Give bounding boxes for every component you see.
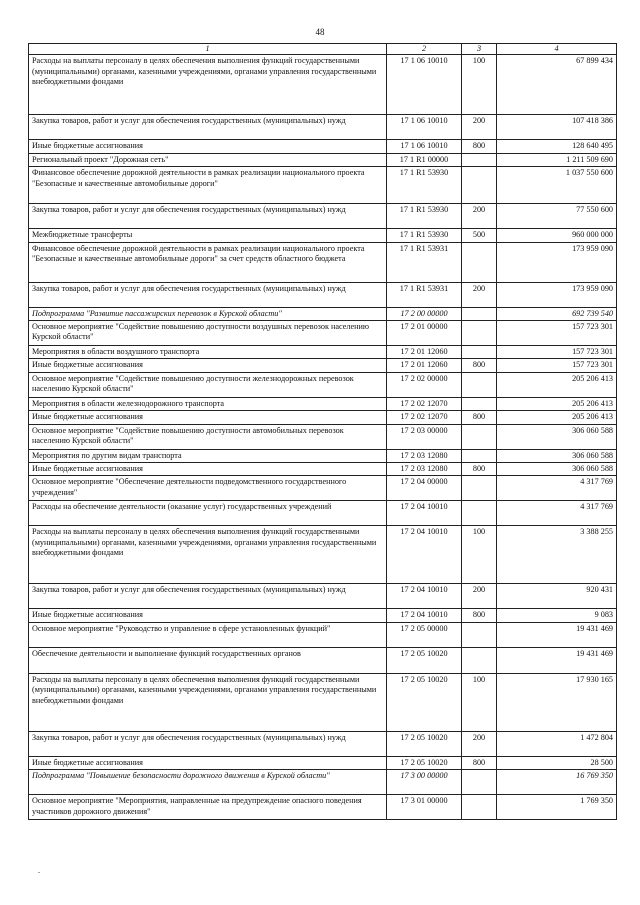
row-name-cell: Основное мероприятие "Обеспечение деятельности подведомственного государственного учреждения" [29,476,387,501]
row-vr-cell: 200 [462,204,497,229]
row-vr-cell [462,397,497,410]
row-code-cell: 17 2 04 10010 [387,584,462,609]
row-code-cell: 17 2 05 10020 [387,647,462,673]
row-amount-cell: 173 959 090 [497,282,617,307]
page-number: 48 [315,27,325,37]
row-amount-cell: 157 723 301 [497,321,617,346]
row-amount-cell: 205 206 413 [497,397,617,410]
footer-mark: . [38,866,40,875]
row-amount-cell: 19 431 469 [497,647,617,673]
row-vr-cell [462,242,497,282]
table-row [29,204,617,229]
row-name-cell: Мероприятия в области воздушного транспорта [29,346,387,359]
row-name-cell: Закупка товаров, работ и услуг для обеспечения государственных (муниципальных) нужд [29,731,387,756]
row-name-cell: Обеспечение деятельности и выполнение функций государственных органов [29,647,387,673]
row-amount-cell: 205 206 413 [497,372,617,397]
row-code-cell: 17 1 R1 53930 [387,229,462,242]
row-name-cell: Межбюджетные трансферты [29,229,387,242]
row-name-cell: Иные бюджетные ассигнования [29,463,387,476]
row-code-cell: 17 2 04 10010 [387,609,462,622]
table-row [29,795,617,820]
row-amount-cell: 77 550 600 [497,204,617,229]
row-amount-cell: 306 060 588 [497,449,617,462]
row-vr-cell: 200 [462,584,497,609]
row-code-cell: 17 3 00 00000 [387,770,462,795]
row-vr-cell: 800 [462,609,497,622]
table-row [29,372,617,397]
table-row [29,55,617,115]
row-vr-cell: 100 [462,526,497,584]
table-row [29,307,617,320]
row-amount-cell: 9 083 [497,609,617,622]
row-code-cell: 17 2 05 10020 [387,756,462,769]
row-amount-cell: 205 206 413 [497,411,617,424]
row-amount-cell: 920 431 [497,584,617,609]
row-amount-cell: 128 640 495 [497,140,617,153]
table-row [29,411,617,424]
row-vr-cell: 800 [462,756,497,769]
row-code-cell: 17 1 06 10010 [387,140,462,153]
row-amount-cell: 157 723 301 [497,359,617,372]
row-amount-cell: 19 431 469 [497,622,617,647]
row-vr-cell: 800 [462,411,497,424]
row-vr-cell [462,501,497,526]
row-vr-cell [462,346,497,359]
row-name-cell: Финансовое обеспечение дорожной деятельности в рамках реализации национального проекта "Безопасные и качественные автомобильные дороги" за счет средств областного бюджета [29,242,387,282]
row-amount-cell: 67 899 434 [497,55,617,115]
table-row [29,153,617,166]
row-code-cell: 17 2 05 00000 [387,622,462,647]
row-code-cell: 17 1 06 10010 [387,115,462,140]
row-code-cell: 17 2 01 00000 [387,321,462,346]
row-name-cell: Расходы на обеспечение деятельности (оказание услуг) государственных учреждений [29,501,387,526]
row-code-cell: 17 2 03 00000 [387,424,462,449]
row-code-cell: 17 1 R1 53931 [387,282,462,307]
row-vr-cell [462,770,497,795]
row-vr-cell [462,795,497,820]
row-amount-cell: 157 723 301 [497,346,617,359]
row-name-cell: Расходы на выплаты персоналу в целях обеспечения выполнения функций государственными (муниципальными) органами, казенными учреждениями, органами управления государственными внебюджетными фондами [29,55,387,115]
row-name-cell: Региональный проект "Дорожная сеть" [29,153,387,166]
row-vr-cell: 200 [462,282,497,307]
row-name-cell: Подпрограмма "Повышение безопасности дорожного движения в Курской области" [29,770,387,795]
row-vr-cell [462,449,497,462]
row-name-cell: Основное мероприятие "Руководство и управление в сфере установленных функций" [29,622,387,647]
row-vr-cell: 800 [462,140,497,153]
row-amount-cell: 17 930 165 [497,673,617,731]
table-row [29,242,617,282]
row-amount-cell: 692 739 540 [497,307,617,320]
row-vr-cell: 500 [462,229,497,242]
row-code-cell: 17 2 03 12080 [387,463,462,476]
row-name-cell: Иные бюджетные ассигнования [29,359,387,372]
row-amount-cell: 16 769 350 [497,770,617,795]
row-code-cell: 17 2 02 12070 [387,397,462,410]
row-name-cell: Закупка товаров, работ и услуг для обеспечения государственных (муниципальных) нужд [29,115,387,140]
header-cell-amount: 4 [497,44,617,55]
row-name-cell: Основное мероприятие "Мероприятия, направленные на предупреждение опасного поведения участников дорожного движения" [29,795,387,820]
row-name-cell: Расходы на выплаты персоналу в целях обеспечения выполнения функций государственными (муниципальными) органами, казенными учреждениями, органами управления государственными внебюджетными фондами [29,673,387,731]
row-vr-cell: 800 [462,463,497,476]
row-name-cell: Основное мероприятие "Содействие повышению доступности железнодорожных перевозок населению Курской области" [29,372,387,397]
row-code-cell: 17 1 R1 00000 [387,153,462,166]
row-amount-cell: 173 959 090 [497,242,617,282]
row-code-cell: 17 2 01 12060 [387,346,462,359]
row-amount-cell: 1 472 804 [497,731,617,756]
table-row [29,346,617,359]
table-row [29,622,617,647]
row-name-cell: Основное мероприятие "Содействие повышению доступности автомобильных перевозок населению Курской области" [29,424,387,449]
table-row [29,770,617,795]
row-name-cell: Закупка товаров, работ и услуг для обеспечения государственных (муниципальных) нужд [29,584,387,609]
row-code-cell: 17 1 R1 53930 [387,167,462,204]
row-amount-cell: 306 060 588 [497,463,617,476]
row-amount-cell: 1 211 509 690 [497,153,617,166]
row-amount-cell: 1 769 350 [497,795,617,820]
table-row [29,526,617,584]
row-vr-cell [462,372,497,397]
table-row [29,424,617,449]
row-name-cell: Расходы на выплаты персоналу в целях обеспечения выполнения функций государственными (муниципальными) органами, казенными учреждениями, органами управления государственными внебюджетными фондами [29,526,387,584]
row-code-cell: 17 2 05 10020 [387,731,462,756]
row-vr-cell: 100 [462,673,497,731]
row-vr-cell: 200 [462,115,497,140]
header-cell-name: 1 [29,44,387,55]
row-code-cell: 17 2 05 10020 [387,673,462,731]
row-code-cell: 17 1 R1 53930 [387,204,462,229]
row-name-cell: Основное мероприятие "Содействие повышению доступности воздушных перевозок населению Курской области" [29,321,387,346]
row-code-cell: 17 1 R1 53931 [387,242,462,282]
table-row [29,449,617,462]
table-row [29,609,617,622]
row-name-cell: Мероприятия по другим видам транспорта [29,449,387,462]
row-amount-cell: 4 317 769 [497,501,617,526]
row-name-cell: Иные бюджетные ассигнования [29,609,387,622]
row-code-cell: 17 1 06 10010 [387,55,462,115]
header-cell-vr: 3 [462,44,497,55]
table-row [29,115,617,140]
row-vr-cell [462,424,497,449]
row-vr-cell [462,476,497,501]
table-row [29,756,617,769]
table-row [29,397,617,410]
row-code-cell: 17 2 04 10010 [387,526,462,584]
table-row [29,476,617,501]
table-row [29,463,617,476]
table-row [29,282,617,307]
row-amount-cell: 28 500 [497,756,617,769]
row-vr-cell: 100 [462,55,497,115]
row-vr-cell [462,321,497,346]
row-code-cell: 17 2 01 12060 [387,359,462,372]
row-vr-cell [462,167,497,204]
row-code-cell: 17 2 04 10010 [387,501,462,526]
row-amount-cell: 4 317 769 [497,476,617,501]
row-name-cell: Закупка товаров, работ и услуг для обеспечения государственных (муниципальных) нужд [29,282,387,307]
table-row [29,359,617,372]
header-cell-code: 2 [387,44,462,55]
row-name-cell: Иные бюджетные ассигнования [29,756,387,769]
row-name-cell: Мероприятия в области железнодорожного транспорта [29,397,387,410]
row-vr-cell [462,153,497,166]
row-code-cell: 17 2 02 00000 [387,372,462,397]
row-vr-cell [462,307,497,320]
budget-table [28,43,617,820]
row-amount-cell: 306 060 588 [497,424,617,449]
header-row [29,44,617,55]
table-row [29,647,617,673]
row-code-cell: 17 2 04 00000 [387,476,462,501]
table-row [29,140,617,153]
row-name-cell: Закупка товаров, работ и услуг для обеспечения государственных (муниципальных) нужд [29,204,387,229]
row-vr-cell: 800 [462,359,497,372]
row-amount-cell: 3 388 255 [497,526,617,584]
table-row [29,673,617,731]
table-row [29,584,617,609]
row-name-cell: Подпрограмма "Развитие пассажирских перевозок в Курской области" [29,307,387,320]
table-row [29,321,617,346]
row-code-cell: 17 2 03 12080 [387,449,462,462]
row-amount-cell: 960 000 000 [497,229,617,242]
table-row [29,501,617,526]
row-code-cell: 17 2 02 12070 [387,411,462,424]
row-vr-cell: 200 [462,731,497,756]
row-code-cell: 17 2 00 00000 [387,307,462,320]
row-name-cell: Иные бюджетные ассигнования [29,140,387,153]
table-row [29,167,617,204]
table-row [29,731,617,756]
row-name-cell: Иные бюджетные ассигнования [29,411,387,424]
row-code-cell: 17 3 01 00000 [387,795,462,820]
row-vr-cell [462,647,497,673]
row-amount-cell: 1 037 550 600 [497,167,617,204]
row-vr-cell [462,622,497,647]
row-amount-cell: 107 418 386 [497,115,617,140]
row-name-cell: Финансовое обеспечение дорожной деятельности в рамках реализации национального проекта "Безопасные и качественные автомобильные дороги" [29,167,387,204]
table-row [29,229,617,242]
